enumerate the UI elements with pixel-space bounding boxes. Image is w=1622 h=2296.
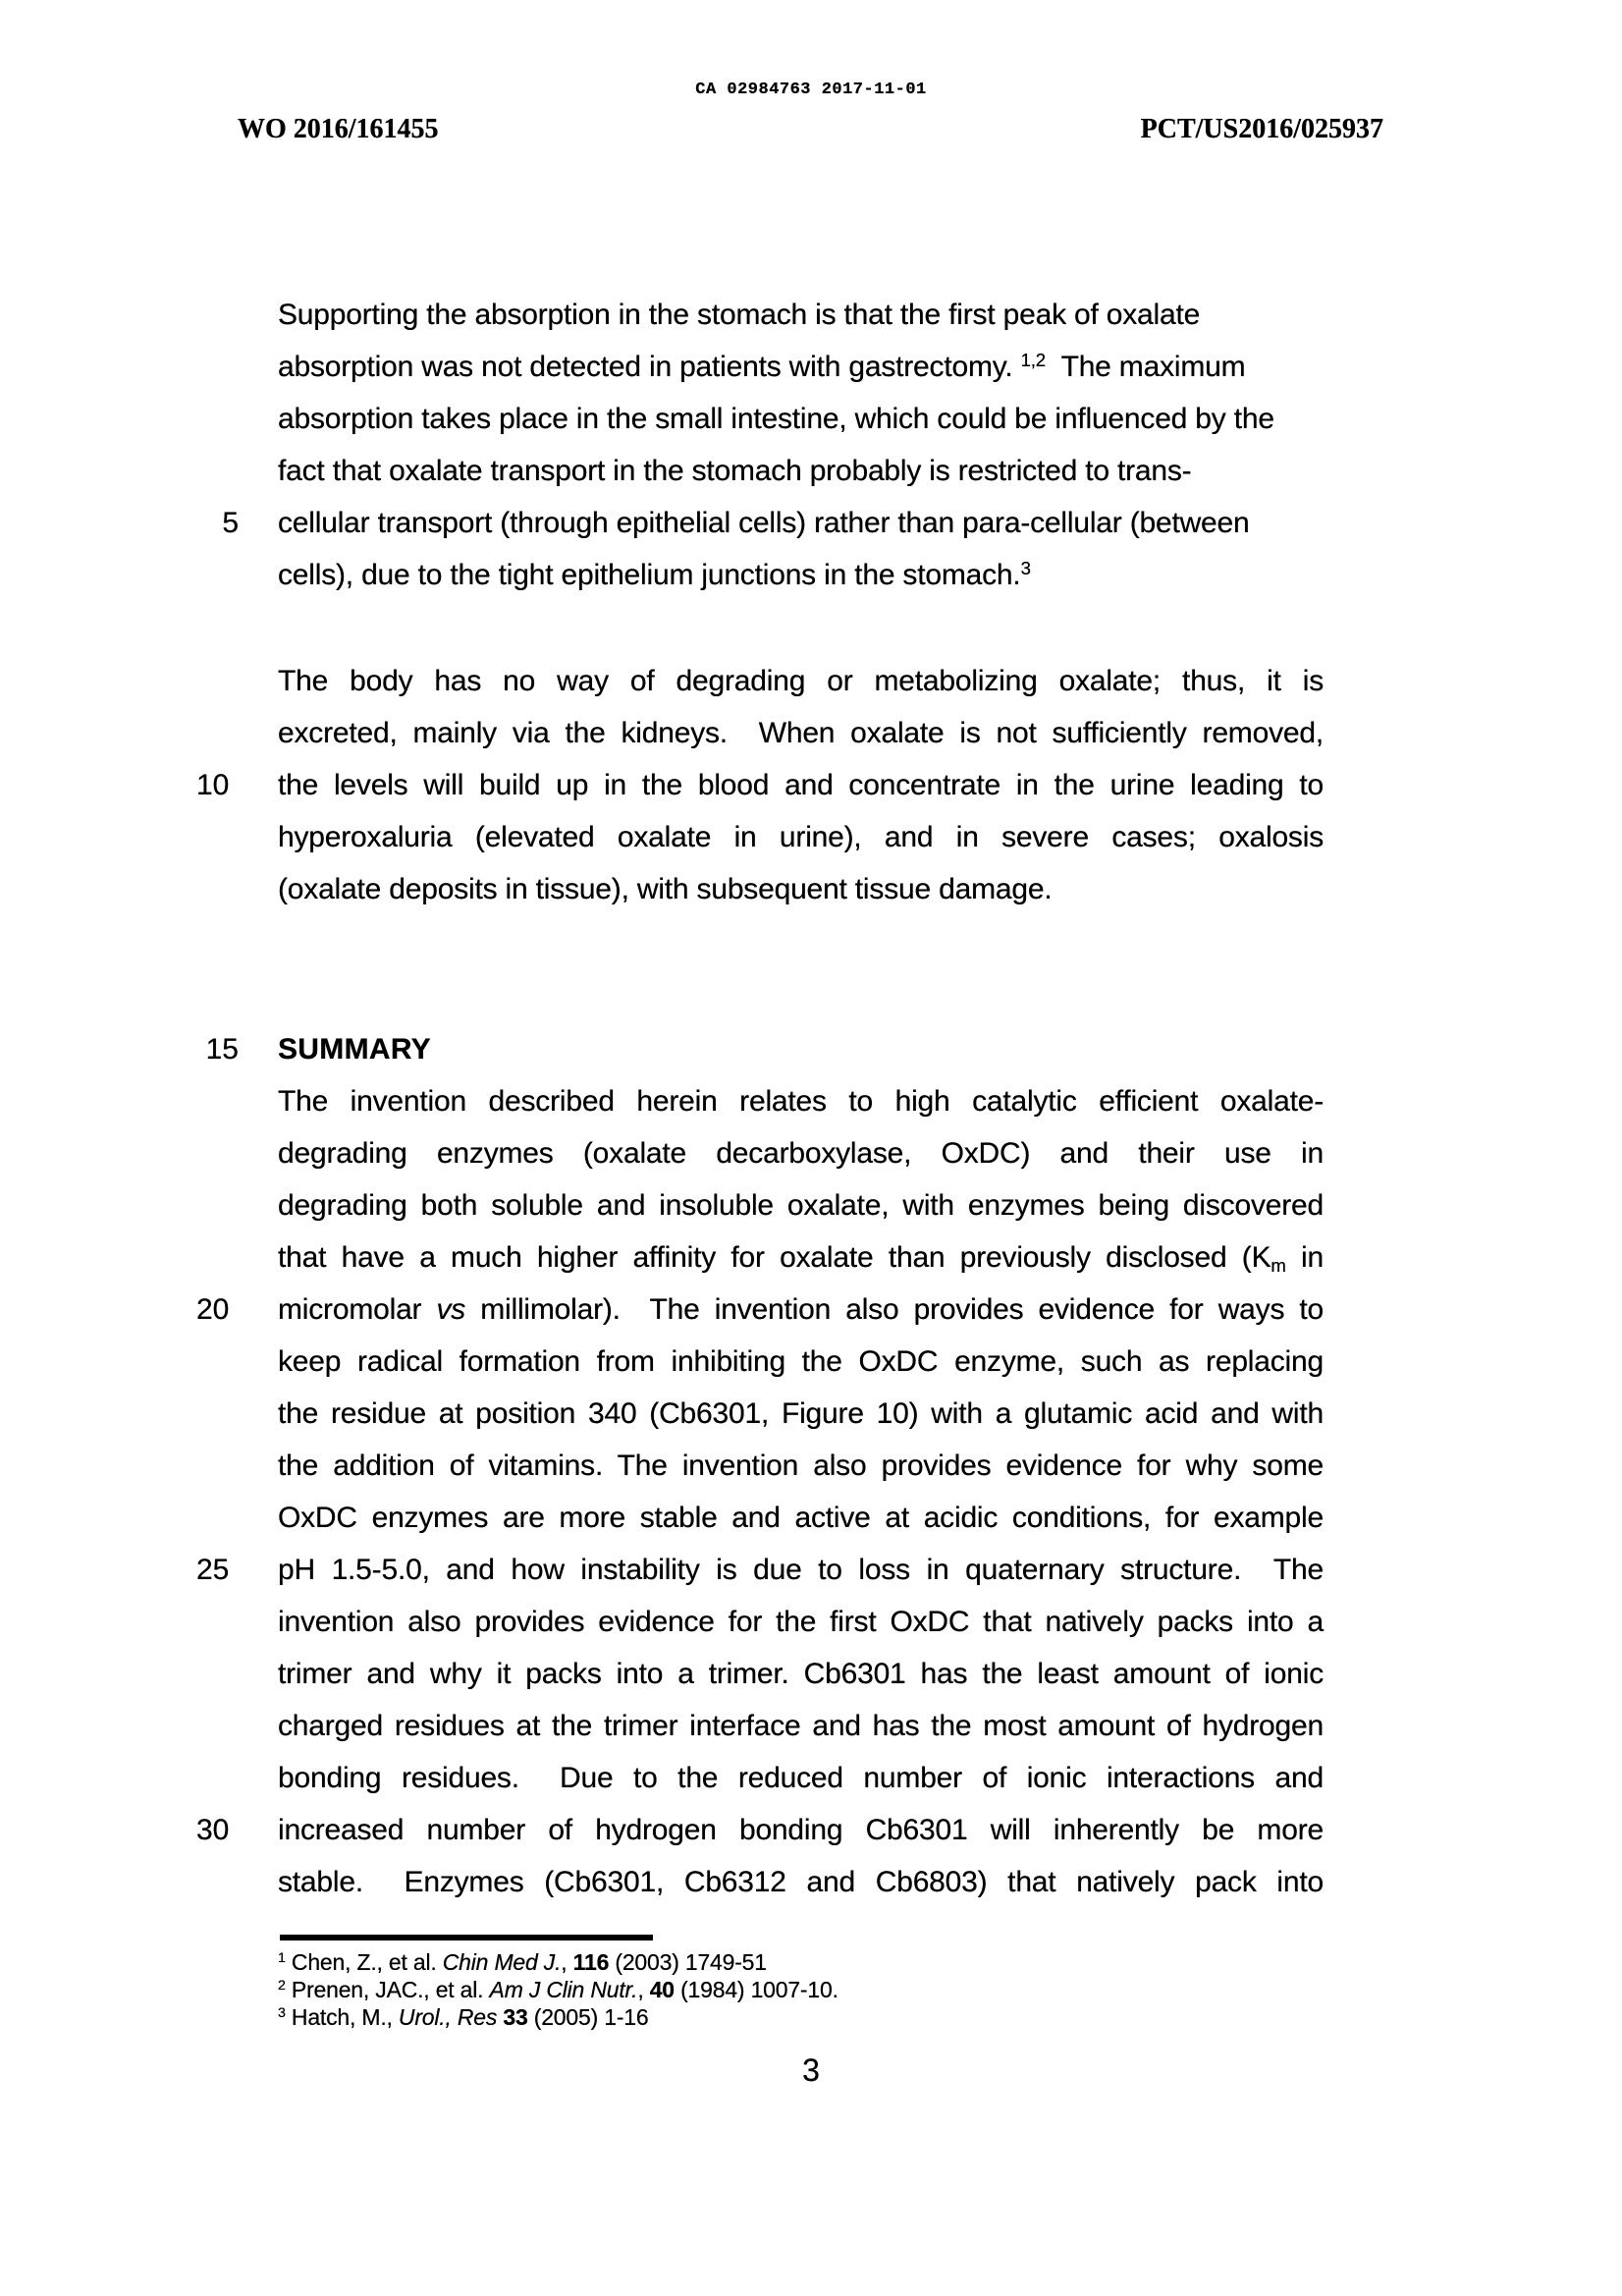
text-line: $^2$ Prenen, JAC., et al. Am J Clin Nutr., 40 (1984) 1007-10. [278, 1977, 838, 2002]
text-line: $^3$ Hatch, M., Urol., Res 33 (2005) 1-16 [278, 2004, 649, 2030]
text-line: hyperoxaluria (elevated oxalate in urine), and in severe cases; oxalosis [278, 821, 1324, 853]
summary-heading [205, 1023, 1324, 1075]
text-line: charged residues at the trimer interface and has the most amount of hydrogen [278, 1710, 1324, 1742]
text-segment: Chin Med J. [442, 1949, 562, 1975]
text-line: excreted, mainly via the kidneys. When oxalate is not sufficiently removed, [278, 717, 1324, 749]
text-line: (oxalate deposits in tissue), with subsequent tissue damage. [278, 873, 1053, 905]
text-segment: 1 [278, 1950, 286, 1967]
text-segment: 1,2 [1020, 349, 1046, 370]
text-line: fact that oxalate transport in the stomach probably is restricted to trans- [278, 455, 1192, 487]
text-line: OxDC enzymes are more stable and active at acidic conditions, for example [278, 1502, 1324, 1534]
text-line: trimer and why it packs into a trimer. Cb6301 has the least amount of ionic [278, 1658, 1324, 1690]
text-segment: 116 [572, 1949, 610, 1975]
line-number: 15 [205, 1033, 239, 1066]
text-line: that have a much higher affinity for oxalate than previously disclosed ($K_m$ in [278, 1241, 1324, 1277]
text-line: cells), due to the tight epithelium junctions in the stomach.$^3$ [278, 557, 1031, 591]
footnotes [278, 1948, 1324, 2031]
text-line: keep radical formation from inhibiting the OxDC enzyme, such as replacing [278, 1345, 1324, 1378]
text-line: absorption was not detected in patients with gastrectomy. $^{1,2}$ The maximum [278, 349, 1246, 383]
text-line: 5 cellular transport (through epithelial cells) rather than para-cellular (between [278, 497, 1324, 549]
text-line: The body has no way of degrading or metabolizing oxalate; thus, it is [278, 665, 1324, 697]
text-line: absorption takes place in the small intestine, which could be influenced by the [278, 403, 1274, 435]
paragraph-body-oxalate [196, 655, 1324, 915]
page-number: 3 [802, 2052, 820, 2088]
text-segment: m [1271, 1255, 1286, 1277]
text-segment: Am J Clin Nutr. [489, 1977, 638, 2002]
paragraph-invention [196, 1075, 1324, 1908]
text-line: stable. Enzymes (Cb6301, Cb6312 and Cb6803) that natively pack into [278, 1866, 1324, 1898]
text-line: the residue at position 340 (Cb6301, Figure 10) with a glutamic acid and with [278, 1397, 1324, 1430]
text-line: the addition of vitamins. The invention also provides evidence for why some [278, 1449, 1324, 1482]
line-number: 5 [222, 507, 239, 539]
text-segment: Urol., Res [398, 2004, 498, 2030]
paragraph-absorption [222, 289, 1324, 601]
text-line: 15 SUMMARY [278, 1023, 1324, 1075]
text-line: The invention described herein relates to high catalytic efficient oxalate- [278, 1085, 1324, 1118]
text-segment: 40 [649, 1977, 675, 2002]
text-line: 10 the levels will build up in the blood and concentrate in the urine leading to [278, 759, 1324, 811]
line-number: 20 [196, 1293, 230, 1326]
application-number: PCT/US2016/025937 [1140, 114, 1383, 144]
text-segment: 3 [1020, 557, 1031, 578]
line-number: 30 [196, 1814, 230, 1846]
line-number: 25 [196, 1554, 230, 1586]
ca-filing-stamp: CA 02984763 2017-11-01 [695, 81, 927, 99]
text-segment: 3 [278, 2005, 286, 2022]
document-body [196, 289, 1324, 1908]
publication-number: WO 2016/161455 [238, 114, 439, 144]
text-line: Supporting the absorption in the stomach is that the first peak of oxalate [278, 299, 1201, 331]
text-segment: vs [436, 1293, 466, 1326]
footnote-separator-rule [280, 1935, 653, 1941]
text-line: bonding residues. Due to the reduced number of ionic interactions and [278, 1762, 1324, 1794]
text-line: degrading enzymes (oxalate decarboxylase, OxDC) and their use in [278, 1137, 1324, 1170]
line-number: 10 [196, 769, 230, 801]
text-segment: 33 [503, 2004, 528, 2030]
text-line: degrading both soluble and insoluble oxalate, with enzymes being discovered [278, 1189, 1324, 1222]
text-line: 25 pH 1.5-5.0, and how instability is due to loss in quaternary structure. The [278, 1544, 1324, 1596]
text-line: $^1$ Chen, Z., et al. Chin Med J., 116 (2003) 1749-51 [278, 1949, 767, 1975]
text-segment: 2 [278, 1978, 286, 1995]
text-line: invention also provides evidence for the first OxDC that natively packs into a [278, 1606, 1324, 1638]
text-line: 30 increased number of hydrogen bonding Cb6301 will inherently be more [278, 1804, 1324, 1856]
text-line: 20 micromolar vs millimolar). The invention also provides evidence for ways to [278, 1284, 1324, 1336]
